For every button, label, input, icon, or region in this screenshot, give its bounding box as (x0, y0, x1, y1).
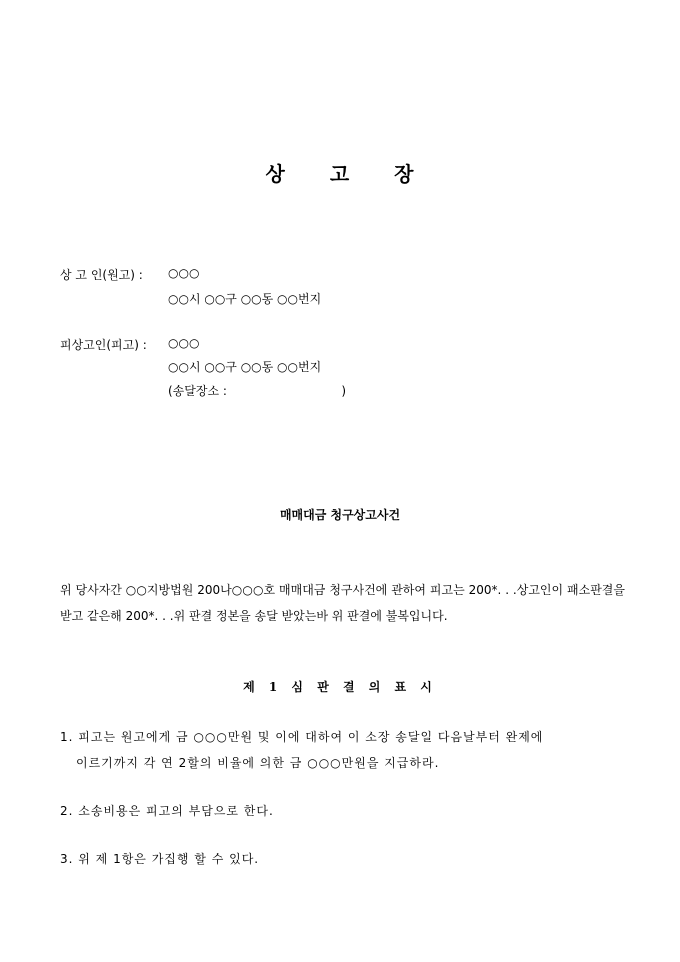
appellee-address: ○○시 ○○구 ○○동 ○○번지 (168, 360, 322, 374)
case-title: 매매대금 청구상고사건 (279, 508, 401, 522)
judgment-item-3-line1: 3. 위 제 1항은 가집행 할 수 있다. (60, 852, 260, 866)
judgment-item-1-line2: 이르기까지 각 연 2할의 비율에 의한 금 ○○○만원을 지급하라. (76, 756, 440, 770)
appellant-name: ○○○ (168, 266, 200, 280)
title-char-1: 상 (265, 162, 286, 186)
appellee-name: ○○○ (168, 336, 200, 350)
judgment-item-3 (60, 846, 625, 872)
judgment-item-1 (60, 724, 625, 776)
document-title (0, 158, 680, 187)
title-char-2: 고 (329, 162, 351, 186)
judgment-item-1-line1: 1. 피고는 원고에게 금 ○○○만원 및 이에 대하여 이 소장 송달일 다음날부터 완제에 (60, 730, 544, 744)
appellee-label: 피상고인(피고) : (60, 338, 147, 352)
appellant-address: ○○시 ○○구 ○○동 ○○번지 (168, 292, 322, 306)
section-title: 제 1 심 판 결 의 표 시 (243, 680, 437, 694)
body-paragraph: 위 당사자간 ○○지방법원 200나○○○호 매매대금 청구사건에 관하여 피고는 200*. . .상고인이 패소판결을 받고 같은해 200*. . .위 판결 정본을 송달 받았는바 위 판결에 불복입니다. (60, 583, 625, 623)
appellee-service-place: (송달장소 : ) (168, 384, 347, 398)
title-char-3: 장 (394, 162, 415, 186)
appellant-label: 상 고 인(원고) : (60, 268, 143, 282)
judgment-item-2-line1: 2. 소송비용은 피고의 부담으로 한다. (60, 804, 274, 818)
judgment-item-2 (60, 798, 625, 824)
